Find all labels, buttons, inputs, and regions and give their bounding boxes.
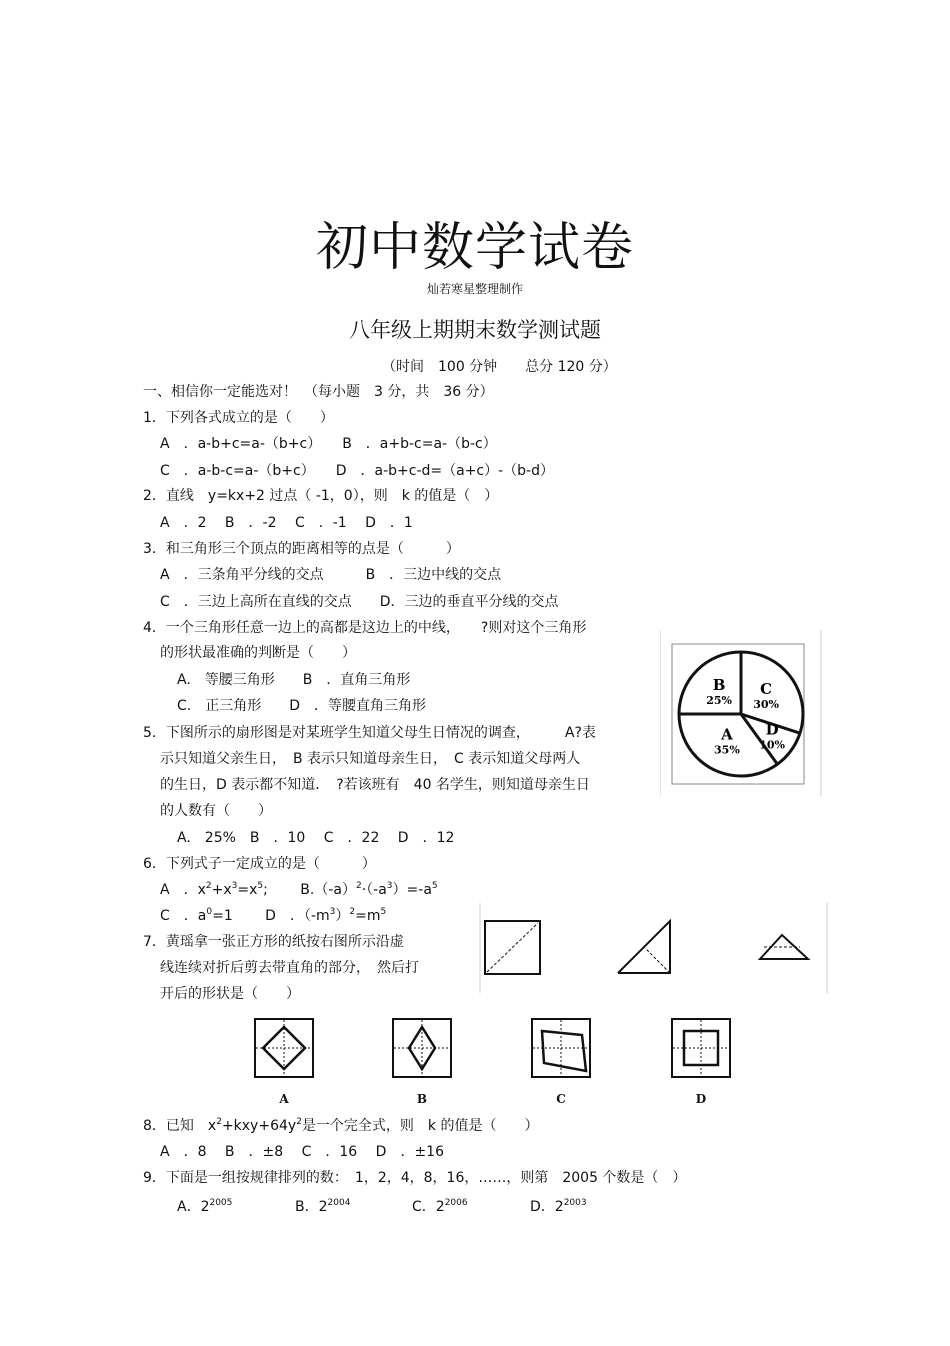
pie-value-c: 30% xyxy=(753,697,779,711)
question-7-stem-2: 线连续对折后剪去带直角的部分， 然后打 xyxy=(160,960,419,976)
page-subtitle: 灿若寒星整理制作 xyxy=(426,282,523,296)
page-title: 初中数学试卷 xyxy=(315,218,634,278)
question-3-options-ab: A ．三条角平分线的交点 B ．三边中线的交点 xyxy=(160,567,502,583)
question-5-options: A. 25% B ．10 C ．22 D ．12 xyxy=(177,830,455,846)
question-2-stem: 2．直线 y=kx+2 过点（ -1，0），则 k 的值是（ ） xyxy=(143,488,499,504)
question-9-option-d: D．$2^{2003}$ xyxy=(530,1198,587,1215)
question-5-stem-2: 示只知道父亲生日， B 表示只知道母亲生日， C 表示知道父母两人 xyxy=(160,751,581,767)
pie-value-b: 25% xyxy=(706,694,732,708)
question-1-options-cd: C ．a-b-c=a-（b+c） D ．a-b+c-d=（a+c）-（b-d） xyxy=(160,463,554,479)
pie-label-a: A xyxy=(721,725,733,744)
pie-label-d: D xyxy=(765,720,779,739)
time-info: （时间 100 分钟 总分 120 分） xyxy=(382,359,617,375)
exam-title: 八年级上期期末数学测试题 xyxy=(349,318,601,342)
pie-label-c: C xyxy=(760,679,773,698)
question-9-option-a: A．$2^{2005}$ xyxy=(177,1198,233,1215)
pie-label-b: B xyxy=(712,676,726,695)
folded-small-triangle xyxy=(760,935,808,959)
option-figure-b xyxy=(391,1017,453,1106)
question-3-stem: 3．和三角形三个顶点的距离相等的点是（ ） xyxy=(143,541,460,557)
question-4-options-ab: A. 等腰三角形 B ．直角三角形 xyxy=(177,672,411,688)
question-8-stem: 8．已知 $x^2+kxy+64y^2$是一个完全式，则 k 的值是（ ） xyxy=(143,1117,539,1134)
question-6-stem: 6．下列式子一定成立的是（ ） xyxy=(143,856,376,872)
pie-value-d: 10% xyxy=(759,738,785,752)
folding-figure xyxy=(470,903,830,993)
question-6-options-ab: A ．$x^2+x^3=x^5$; $B.(-a)^2\cdot(-a^3)=-a^5$ xyxy=(160,881,438,898)
question-4-options-cd: C. 正三角形 D ．等腰直角三角形 xyxy=(177,698,427,714)
pie-chart-figure xyxy=(660,630,822,796)
folded-triangle xyxy=(618,921,670,973)
option-label-a: A xyxy=(279,1092,289,1106)
option-label-c: C xyxy=(556,1092,566,1106)
option-figure-c xyxy=(530,1017,592,1106)
question-1-stem: 1．下列各式成立的是（ ） xyxy=(143,410,334,426)
option-label-b: B xyxy=(416,1092,428,1106)
question-5-stem-4: 的人数有（ ） xyxy=(160,803,272,819)
option-figure-d xyxy=(670,1017,732,1106)
question-8-options: A ．8 B ．±8 C ．16 D ．±16 xyxy=(160,1144,444,1160)
question-9-stem: 9．下面是一组按规律排列的数： 1，2，4，8，16，……，则第 2005 个数是（ ） xyxy=(143,1170,687,1186)
question-6-options-cd: C ．$a^0=1$ D ．$(-m^3)^2=m^5$ xyxy=(160,907,387,924)
folding-steps xyxy=(470,903,830,993)
question-7-stem-1: 7．黄瑶拿一张正方形的纸按右图所示沿虚 xyxy=(143,934,404,950)
folded-square xyxy=(485,921,540,974)
question-4-stem-2: 的形状最准确的判断是（ ） xyxy=(160,645,356,661)
question-9-option-b: B．$2^{2004}$ xyxy=(295,1198,351,1215)
question-5-stem-1: 5．下图所示的扇形图是对某班学生知道父母生日情况的调查， A?表 xyxy=(143,725,596,741)
question-4-stem-1: 4．一个三角形任意一边上的高都是这边上的中线， ?则对这个三角形 xyxy=(143,620,587,636)
option-figure-a xyxy=(253,1017,315,1106)
question-9-option-c: C．$2^{2006}$ xyxy=(412,1198,468,1215)
question-7-stem-3: 开后的形状是（ ） xyxy=(160,986,300,1002)
option-label-d: D xyxy=(695,1092,707,1106)
pie-value-a: 35% xyxy=(714,743,740,757)
section-heading: 一、相信你一定能选对！ （每小题 3 分，共 36 分） xyxy=(143,384,494,400)
question-5-stem-3: 的生日，D 表示都不知道． ?若该班有 40 名学生，则知道母亲生日 xyxy=(160,777,590,793)
pie-chart xyxy=(660,630,822,796)
question-1-options-ab: A ．a-b+c=a-（b+c） B ．a+b-c=a-（b-c） xyxy=(160,436,497,452)
question-3-options-cd: C ．三边上高所在直线的交点 D．三边的垂直平分线的交点 xyxy=(160,594,559,610)
question-2-options: A ．2 B ．-2 C ．-1 D ．1 xyxy=(160,515,413,531)
